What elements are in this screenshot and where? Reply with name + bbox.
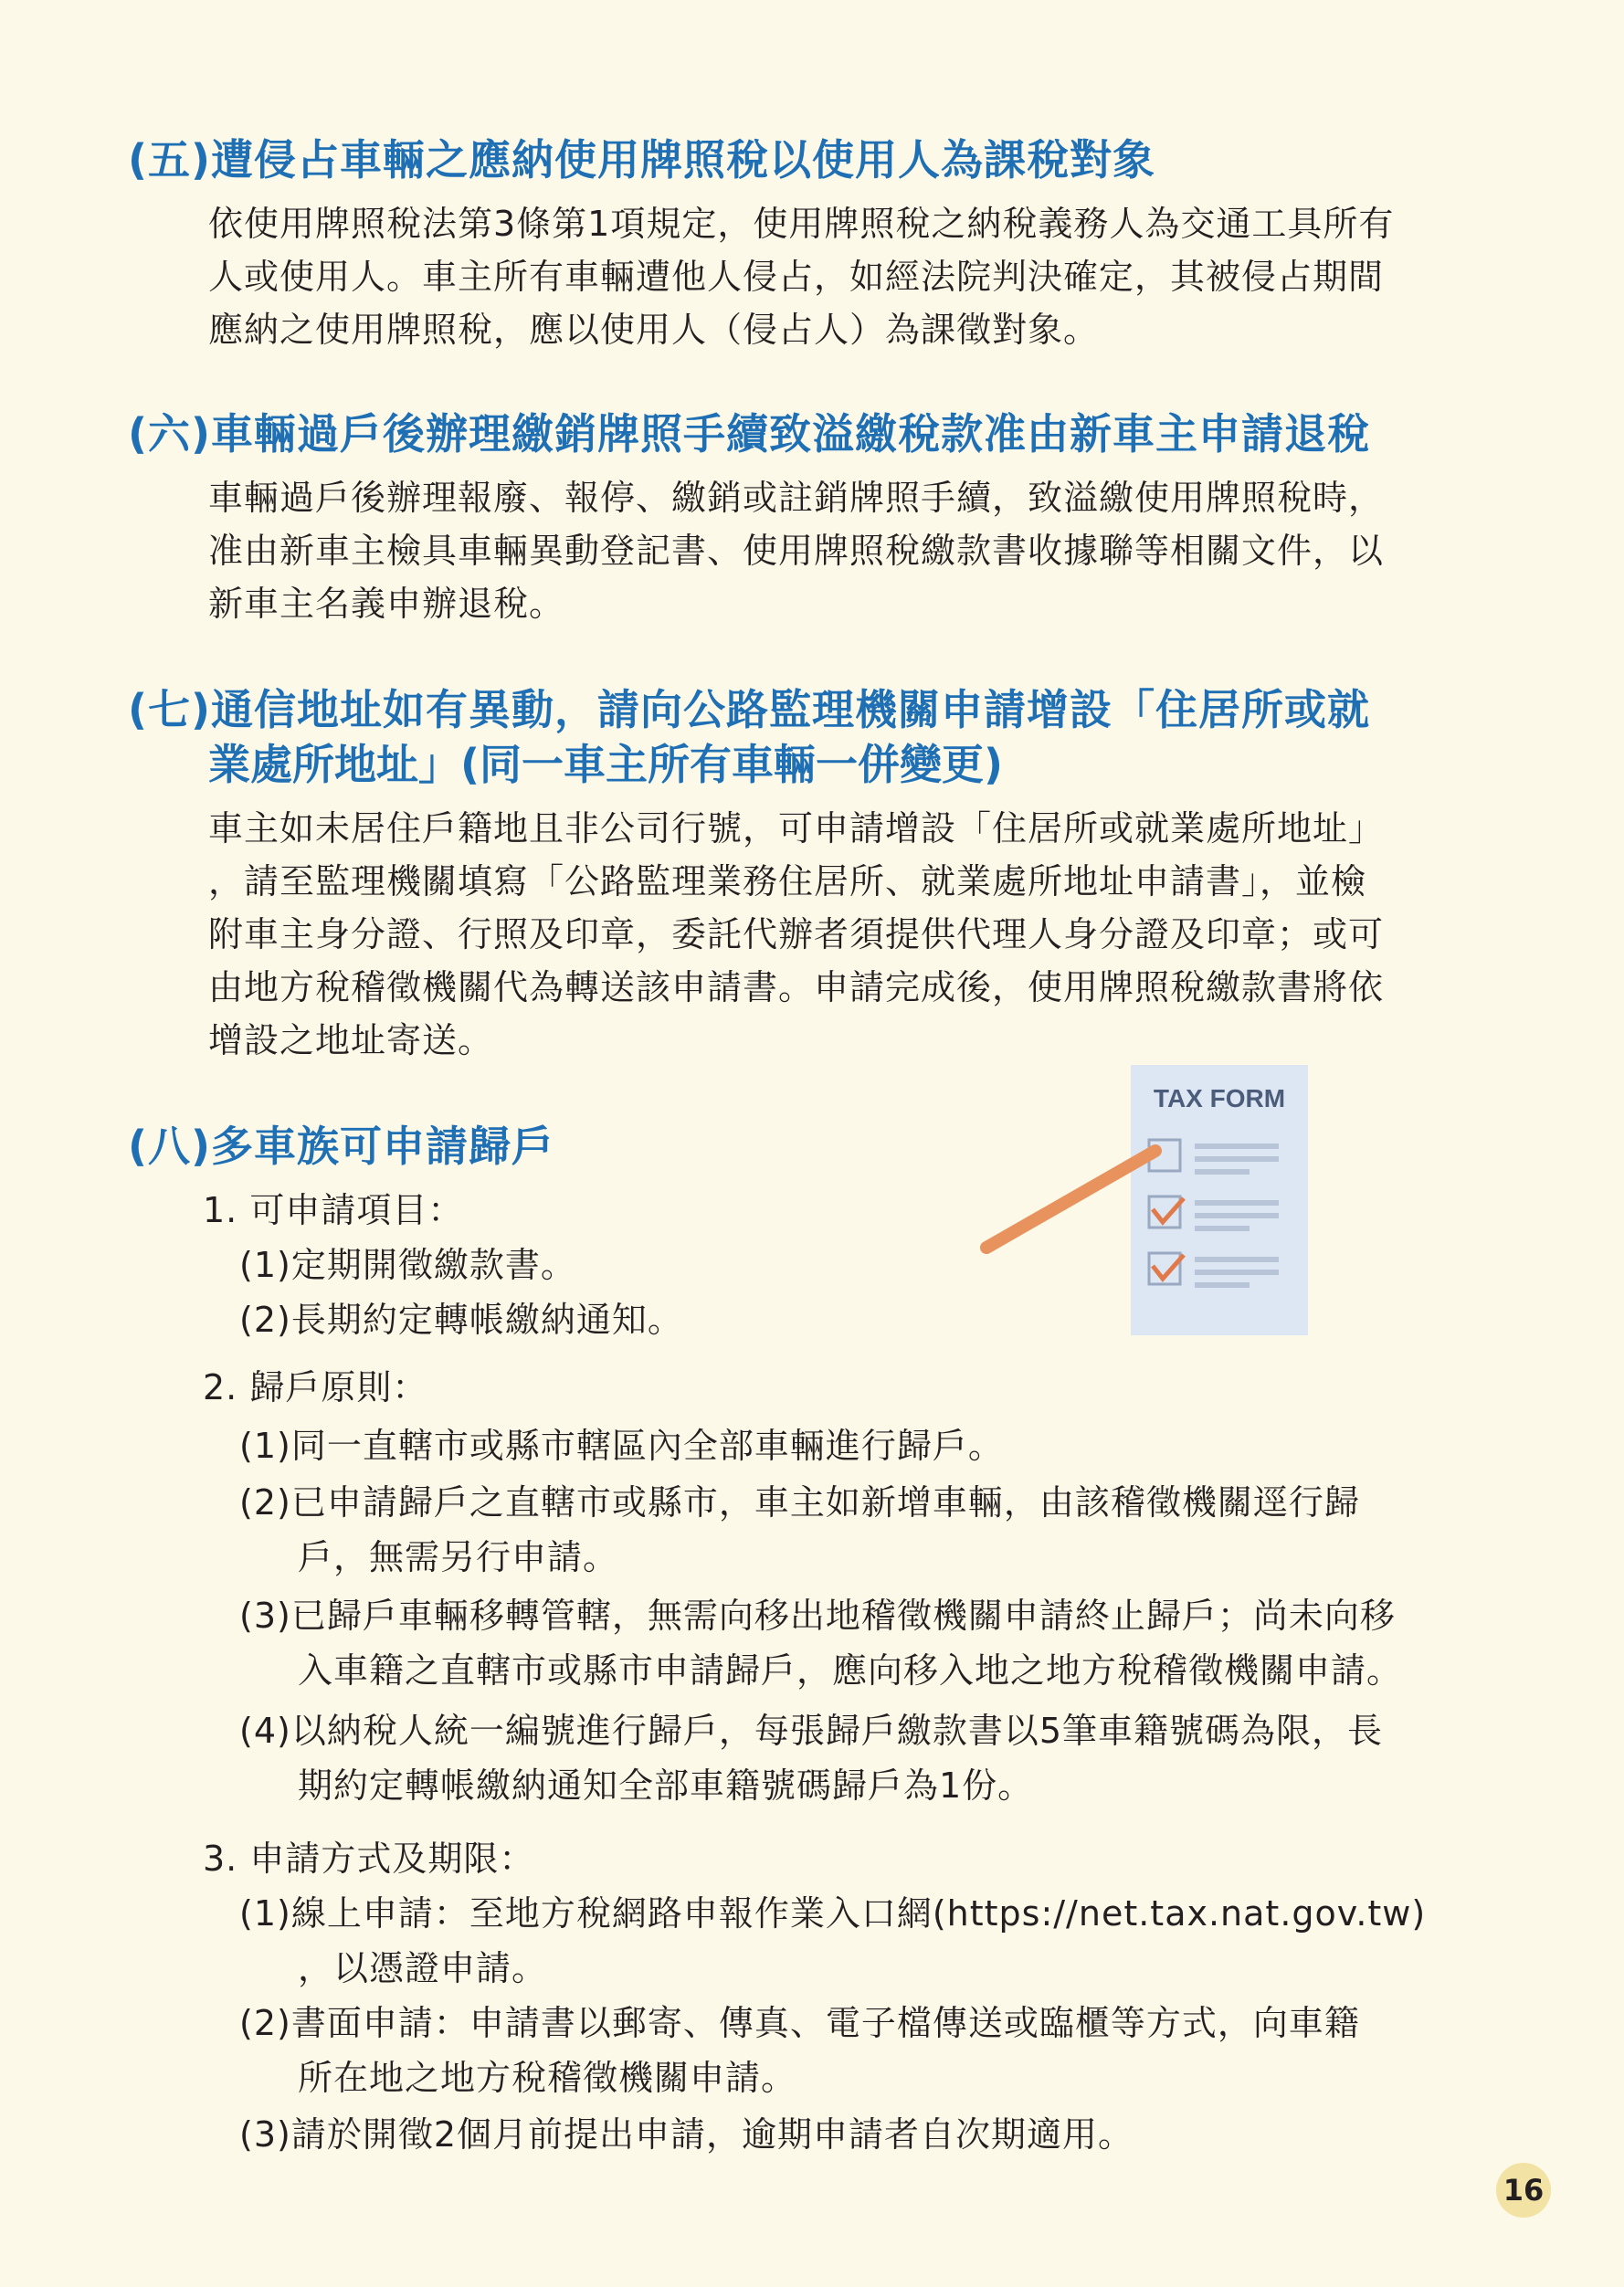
- item-2-sub: (2)已申請歸戶之直轄市或縣市，車主如新增車輛，由該稽徵機關逕行歸: [239, 1482, 1360, 1523]
- section-5-body: [208, 197, 1487, 356]
- section-5-heading: (五)遭侵占車輛之應納使用牌照稅以使用人為課稅對象: [128, 135, 1156, 184]
- item-2-sub-cont: 戶，無需另行申請。: [298, 1537, 619, 1577]
- section-6-body: [208, 471, 1487, 630]
- section-5-line: 應納之使用牌照稅，應以使用人（侵占人）為課徵對象。: [208, 310, 1100, 350]
- item-1-sub: (1)定期開徵繳款書。: [239, 1245, 576, 1285]
- item-2-sub: (3)已歸戶車輛移轉管轄，無需向移出地稽徵機關申請終止歸戶；尚未向移: [239, 1596, 1396, 1636]
- item-3-sub-cont: ，以憑證申請。: [298, 1948, 548, 1988]
- section-7-line: ，請至監理機關填寫「公路監理業務住居所、就業處所地址申請書」，並檢: [208, 861, 1367, 901]
- item-2-sub: (1)同一直轄市或縣市轄區內全部車輛進行歸戶。: [239, 1426, 1004, 1466]
- section-7-body: [208, 802, 1487, 1067]
- tax-form-label: TAX FORM: [1153, 1084, 1286, 1112]
- section-5-line: 依使用牌照稅法第3條第1項規定，使用牌照稅之納稅義務人為交通工具所有: [208, 204, 1395, 244]
- item-3-title: 3. 申請方式及期限：: [203, 1839, 535, 1879]
- section-7-heading-cont: 業處所地址」(同一車主所有車輛一併變更): [208, 740, 1004, 789]
- item-3-sub: (1)線上申請：至地方稅網路申報作業入口網(https://net.tax.nat.gov.tw): [239, 1893, 1427, 1934]
- item-1-sub: (2)長期約定轉帳繳納通知。: [239, 1300, 683, 1340]
- item-2-sub-cont: 入車籍之直轄市或縣市申請歸戶，應向移入地之地方稅稽徵機關申請。: [298, 1650, 1403, 1691]
- section-7-line: 由地方稅稽徵機關代為轉送該申請書。申請完成後，使用牌照稅繳款書將依: [208, 967, 1385, 1007]
- section-7-line: 附車主身分證、行照及印章，委託代辦者須提供代理人身分證及印章；或可: [208, 914, 1385, 954]
- item-2-sub: (4)以納稅人統一編號進行歸戶，每張歸戶繳款書以5筆車籍號碼為限，長: [239, 1711, 1384, 1751]
- section-6-line: 車輛過戶後辦理報廢、報停、繳銷或註銷牌照手續，致溢繳使用牌照稅時，: [208, 478, 1385, 518]
- item-2-sub-cont: 期約定轉帳繳納通知全部車籍號碼歸戶為1份。: [298, 1765, 1034, 1806]
- page-number: 16: [1496, 2163, 1551, 2218]
- item-3-sub-cont: 所在地之地方稅稽徵機關申請。: [298, 2058, 797, 2098]
- item-3-sub: (2)書面申請：申請書以郵寄、傳真、電子檔傳送或臨櫃等方式，向車籍: [239, 2003, 1360, 2043]
- section-7-heading: (七)通信地址如有異動，請向公路監理機關申請增設「住居所或就: [128, 685, 1371, 734]
- section-5-line: 人或使用人。車主所有車輛遭他人侵占，如經法院判決確定，其被侵占期間: [208, 257, 1385, 297]
- tax-form-illustration: [977, 1065, 1315, 1339]
- section-8-heading: (八)多車族可申請歸戶: [128, 1122, 555, 1171]
- section-6-line: 新車主名義申辦退稅。: [208, 584, 565, 624]
- item-1-title: 1. 可申請項目：: [203, 1190, 464, 1230]
- section-7-line: 增設之地址寄送。: [208, 1020, 494, 1060]
- section-6-heading: (六)車輛過戶後辦理繳銷牌照手續致溢繳稅款准由新車主申請退稅: [128, 409, 1371, 458]
- section-7-line: 車主如未居住戶籍地且非公司行號，可申請增設「住居所或就業處所地址」: [208, 808, 1385, 848]
- section-6-line: 准由新車主檢具車輛異動登記書、使用牌照稅繳款書收據聯等相關文件，以: [208, 531, 1385, 571]
- item-3-sub: (3)請於開徵2個月前提出申請，逾期申請者自次期適用。: [239, 2114, 1134, 2155]
- item-2-title: 2. 歸戶原則：: [203, 1367, 428, 1407]
- pencil-icon: [986, 1151, 1155, 1248]
